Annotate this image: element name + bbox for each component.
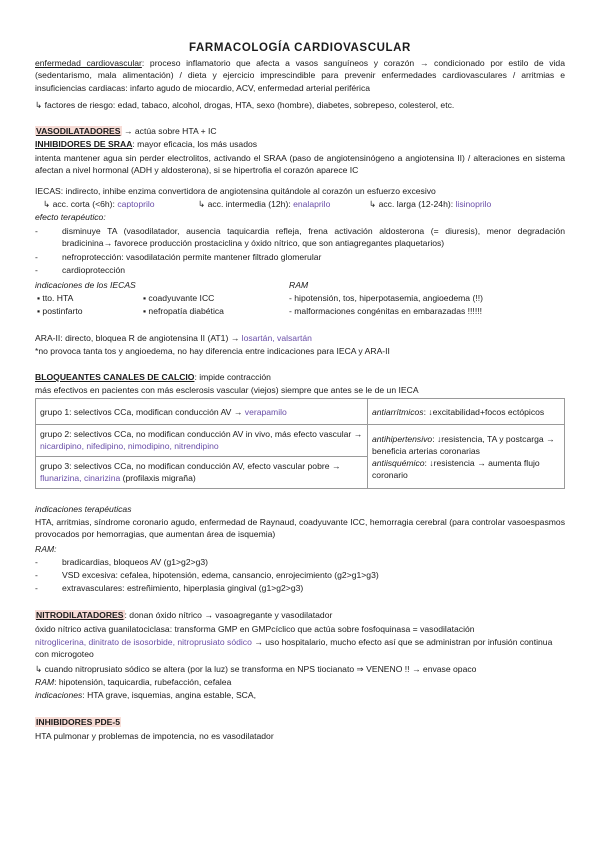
grupo-2-text: grupo 2: selectivos CCa, no modifican conducción AV in vivo, más efecto vascular → bbox=[40, 429, 363, 439]
calcio-ram-item bbox=[35, 582, 565, 595]
nitro-l3: ↳ cuando nitroprusiato sódico se altera (por la luz) se transforma en NPS tiocianato ⇒ VENENO !! → envase opaco bbox=[35, 664, 477, 674]
efecto-item bbox=[35, 264, 565, 277]
nitro-text: : donan óxido nítrico → vasoagregante y vasodilatador bbox=[124, 610, 333, 620]
intro-text: : proceso inflamatorio que afecta a vasos sanguíneos y corazón → condicionado por estilo de vida (sedentarismo, mala alimentación) / dieta y ejercicio imprescindible para prevenir enfermedades cardiovasculares / arritmias e insuficiencias cardiacas: infarto agudo de miocardio, ACV, enfermedad arterial periférica bbox=[35, 58, 565, 93]
grupo-1-cell bbox=[36, 399, 368, 425]
vasodilatadores-heading: VASODILATADORES bbox=[36, 126, 121, 136]
efecto-item bbox=[35, 225, 565, 251]
antiarritmicos-cell bbox=[368, 399, 565, 425]
acc-larga bbox=[369, 198, 491, 210]
table-row bbox=[36, 425, 565, 457]
ram-ieca-label: RAM bbox=[289, 280, 309, 290]
vasodilatadores-text: → actúa sobre HTA + IC bbox=[121, 126, 217, 136]
page-title: FARMACOLOGÍA CARDIOVASCULAR bbox=[189, 42, 411, 54]
sraa-text: : mayor eficacia, los más usados bbox=[132, 139, 258, 149]
bullet-dash: - bbox=[35, 252, 38, 262]
antihipertensivo-cell bbox=[368, 425, 565, 489]
acc-intermedia bbox=[198, 198, 330, 210]
drug-enalaprilo: enalaprilo bbox=[293, 199, 331, 209]
antihipertensivo-label: antihipertensivo bbox=[372, 434, 433, 444]
bullet-dash: - bbox=[35, 557, 38, 567]
calcio-sub: más efectivos en pacientes con más esclerosis vascular (viejos) siempre que antes se le de un IECA bbox=[35, 385, 419, 395]
ieca-line: IECAS: indirecto, inhibe enzima convertidora de angiotensina quitándole al corazón un esfuerzo excesivo bbox=[35, 186, 436, 196]
pde5-line bbox=[35, 716, 565, 728]
bullet-dash: - bbox=[35, 265, 38, 275]
nitro-l2 bbox=[35, 636, 565, 661]
nitro-ram-text: : hipotensión, taquicardia, rubefacción, cefalea bbox=[54, 677, 232, 687]
nitro-l1: óxido nítrico activa guanilatociclasa: transforma GMP en GMPcíclico que actúa sobre fosfoquinasa = vasodilatación bbox=[35, 624, 475, 634]
grupo-3-cell bbox=[36, 457, 368, 489]
drug-dihidropiridinas: nicardipino, nifedipino, nimodipino, nitrendipino bbox=[40, 441, 219, 451]
indicacion-item: ▪ coadyuvante ICC bbox=[143, 293, 215, 303]
grupo-2-cell bbox=[36, 425, 368, 457]
calcio-ram-text: extravasculares: estreñimiento, hiperplasia gingival (g1>g2>g3) bbox=[62, 583, 304, 593]
nitro-ind-label: indicaciones bbox=[35, 690, 83, 700]
nitro-ind-text: : HTA grave, isquemias, angina estable, SCA, bbox=[82, 690, 257, 700]
grupo-3-extra: (profilaxis migraña) bbox=[120, 473, 196, 483]
nitro-drugs: nitroglicerina, dinitrato de isosorbide, nitroprusiato sódico bbox=[35, 637, 252, 647]
calcio-text: : impide contracción bbox=[194, 372, 271, 382]
drug-flunarizina: flunarizina, cinarizina bbox=[40, 473, 121, 483]
sraa-body: intenta mantener agua sin perder electrolitos, activando el SRAA (paso de angiotensinógeno a angiotensina II) / alteraciones en sistema afectan a nivel hormonal (ADH y aldosterona), si se hipertrofia el corazón aparece IC bbox=[35, 153, 565, 176]
indicacion-item: ▪ postinfarto bbox=[37, 306, 83, 316]
pde5-heading: INHIBIDORES PDE-5 bbox=[36, 717, 121, 727]
nitro-ind bbox=[35, 689, 565, 701]
antiisquemico-text: : ↓resistencia → aumenta flujo coronario bbox=[372, 458, 540, 480]
efecto-text: disminuye TA (vasodilatador, ausencia taquicardia refleja, frena activación aldosterona (= diuresis), menor degradación bradicinina→ favorece producción prostaciclina y óxido nítrico, que son antiagregantes plaquetarios) bbox=[62, 226, 565, 249]
calcio-ind-text: HTA, arritmias, síndrome coronario agudo, enfermedad de Raynaud, coadyuvante ICC, hemorragia cerebral (para controlar vasoespasmos provocados por hemorragias, que aumentan área de isquemia) bbox=[35, 517, 565, 540]
drug-lisinoprilo: lisinoprilo bbox=[455, 199, 492, 209]
ara-text: ARA-II: directo, bloquea R de angiotensina II (AT1) → bbox=[35, 333, 242, 343]
drug-verapamilo: verapamilo bbox=[244, 406, 287, 417]
drug-captoprilo: captoprilo bbox=[117, 199, 155, 209]
sraa-line bbox=[35, 138, 565, 150]
acc-larga-label: ↳ acc. larga (12-24h): bbox=[369, 199, 456, 209]
calcio-ram-text: bradicardias, bloqueos AV (g1>g2>g3) bbox=[62, 557, 209, 567]
nitro-line bbox=[35, 609, 565, 621]
calcio-heading: BLOQUEANTES CANALES DE CALCIO bbox=[35, 372, 195, 382]
efecto-text: nefroprotección: vasodilatación permite mantener filtrado glomerular bbox=[62, 252, 322, 262]
intro-paragraph bbox=[35, 57, 565, 94]
sraa-heading: INHIBIDORES DE SRAA bbox=[35, 139, 133, 149]
risk-factors: ↳ factores de riesgo: edad, tabaco, alcohol, drogas, HTA, sexo (hombre), diabetes, sobrepeso, colesterol, etc. bbox=[35, 100, 455, 110]
grupo-1-text: grupo 1: selectivos CCa, modifican conducción AV → bbox=[40, 406, 245, 417]
nitro-ram bbox=[35, 676, 565, 688]
ara-line bbox=[35, 332, 565, 344]
nitro-ram-label: RAM bbox=[35, 677, 55, 687]
ram-item: - malformaciones congénitas en embarazadas !!!!!! bbox=[289, 306, 482, 316]
efecto-text: cardioprotección bbox=[62, 265, 126, 275]
nitro-l2-text: → uso hospitalario, mucho efecto así que se administran por infusión continua con microgoteo bbox=[35, 637, 553, 660]
calcio-ind-label: indicaciones terapéuticas bbox=[35, 504, 132, 514]
antiarritmicos-label: antiarrítmicos bbox=[372, 406, 424, 417]
calcio-ram-item bbox=[35, 569, 565, 582]
calcio-line bbox=[35, 371, 565, 383]
efecto-label: efecto terapéutico: bbox=[35, 212, 106, 222]
antiarritmicos-text: : ↓excitabilidad+focos ectópicos bbox=[423, 406, 545, 417]
indicacion-item: ▪ nefropatía diabética bbox=[143, 306, 224, 316]
ara-note: *no provoca tanta tos y angioedema, no hay diferencia entre indicaciones para IECA y ARA-II bbox=[35, 346, 390, 356]
acc-intermedia-label: ↳ acc. intermedia (12h): bbox=[198, 199, 294, 209]
vasodilatadores-line bbox=[35, 125, 565, 137]
table-row bbox=[36, 399, 565, 425]
acc-corta-label: ↳ acc. corta (<6h): bbox=[43, 199, 118, 209]
pde5-text: HTA pulmonar y problemas de impotencia, no es vasodilatador bbox=[35, 731, 274, 741]
bullet-dash: - bbox=[35, 570, 38, 580]
calcio-ram-text: VSD excesiva: cefalea, hipotensión, edema, cansancio, enrojecimiento (g2>g1>g3) bbox=[62, 570, 379, 580]
ara-drugs: losartán, valsartán bbox=[241, 333, 312, 343]
grupo-3-text: grupo 3: selectivos CCa, no modifican conducción AV, efecto vascular pobre → bbox=[40, 461, 341, 471]
indicaciones-ieca-label: indicaciones de los IECAS bbox=[35, 280, 136, 290]
calcio-table bbox=[35, 398, 565, 489]
calcio-ram-label: RAM: bbox=[35, 544, 57, 554]
calcio-ram-item bbox=[35, 556, 565, 569]
nitro-heading: NITRODILATADORES bbox=[36, 610, 124, 620]
intro-term: enfermedad cardiovascular bbox=[35, 58, 142, 68]
indicacion-item: ▪ tto. HTA bbox=[37, 293, 74, 303]
ram-item: - hipotensión, tos, hiperpotasemia, angioedema (!!) bbox=[289, 293, 483, 303]
efecto-item bbox=[35, 251, 565, 264]
bullet-dash: - bbox=[35, 583, 38, 593]
acc-corta bbox=[43, 198, 155, 210]
antiisquemico-label: antiisquémico bbox=[372, 458, 425, 468]
bullet-dash: - bbox=[35, 226, 38, 236]
antihipertensivo-text: : ↓resistencia, TA y postcarga → beneficia arterias coronarias bbox=[372, 434, 555, 456]
